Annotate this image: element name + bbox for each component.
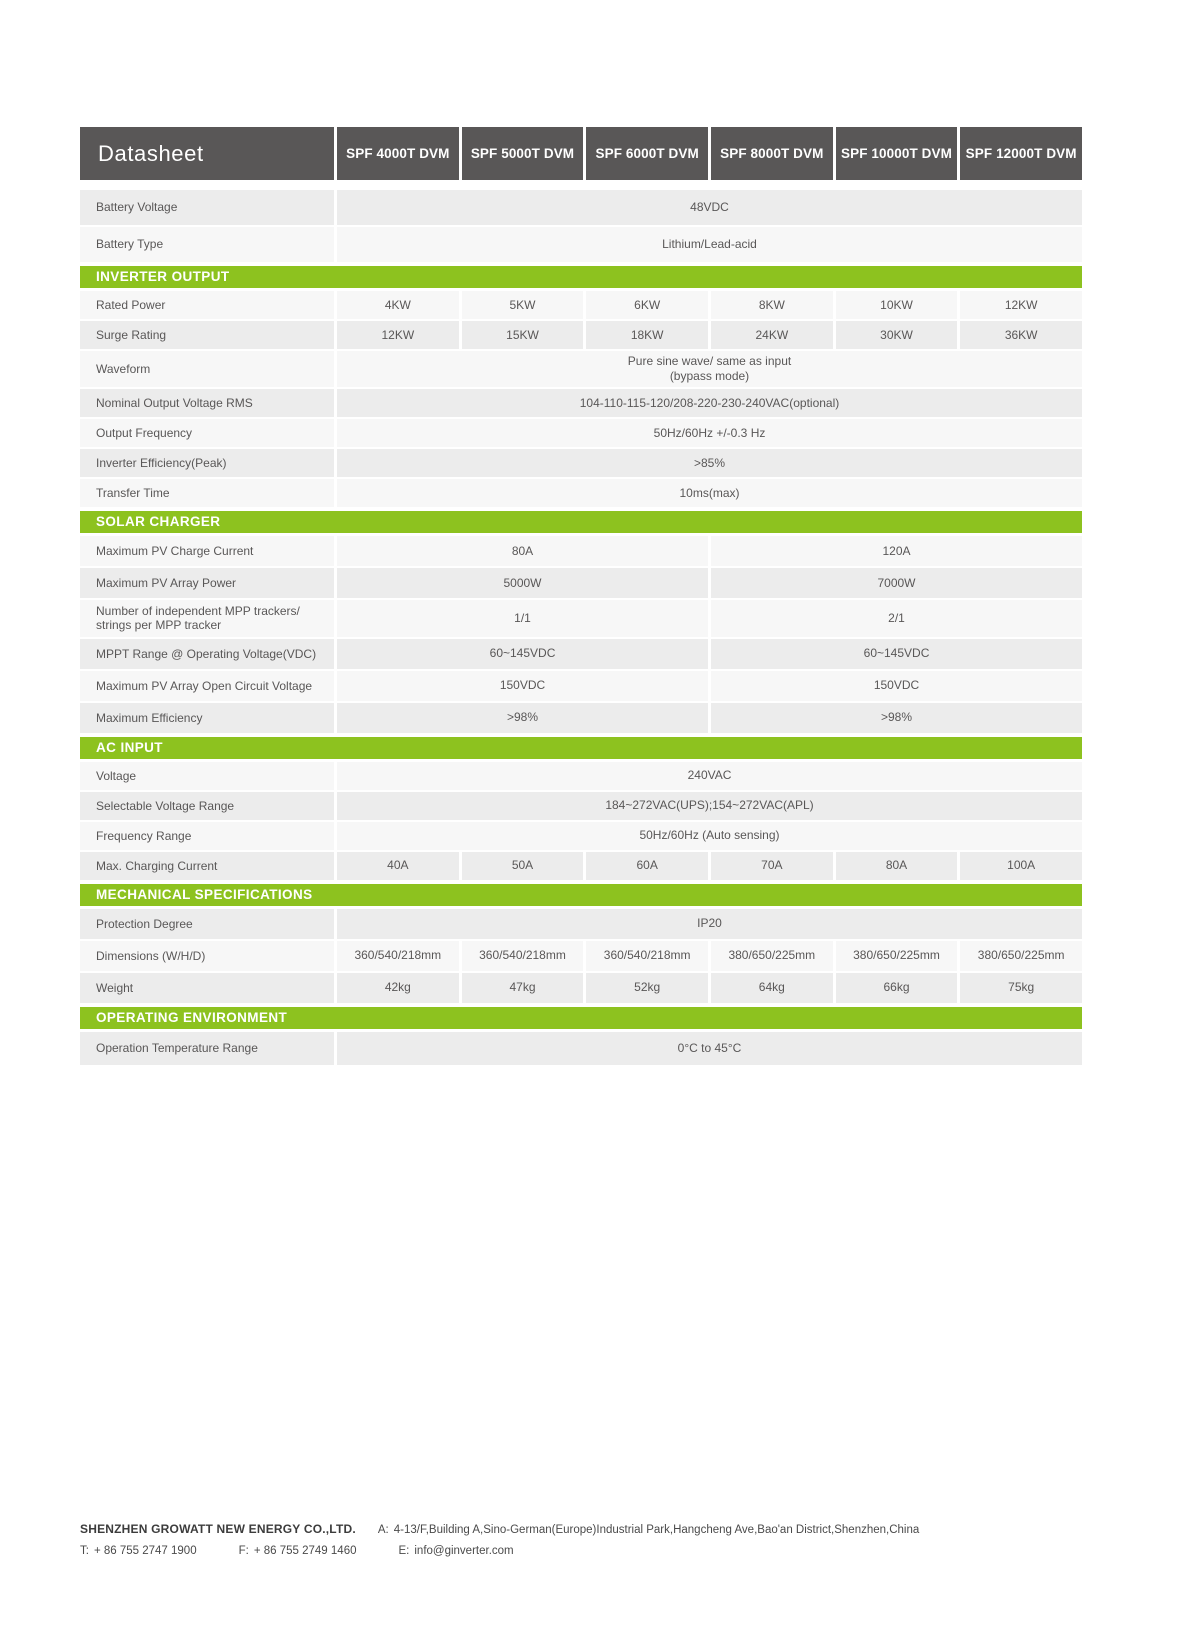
row-value: 80A — [337, 536, 708, 566]
row-label: Max. Charging Current — [80, 852, 334, 880]
table-row — [80, 321, 1082, 349]
row-value: 7000W — [711, 568, 1082, 598]
page-title: Datasheet — [80, 127, 334, 180]
row-value: 380/650/225mm — [960, 941, 1082, 971]
row-value: 184~272VAC(UPS);154~272VAC(APL) — [337, 792, 1082, 820]
row-value: 42kg — [337, 973, 459, 1003]
fax — [239, 1544, 357, 1559]
row-label: Surge Rating — [80, 321, 334, 349]
section-header-operating-environment: OPERATING ENVIRONMENT — [80, 1007, 1082, 1029]
row-label: Battery Type — [80, 227, 334, 262]
row-label: Output Frequency — [80, 419, 334, 447]
table-row — [80, 792, 1082, 820]
table-row — [80, 822, 1082, 850]
table-row — [80, 909, 1082, 939]
email-address: info@ginverter.com — [414, 1544, 514, 1557]
model-header-spf-12000t: SPF 12000T DVM — [960, 127, 1082, 180]
table-row — [80, 479, 1082, 507]
table-row — [80, 941, 1082, 971]
model-header-spf-5000t: SPF 5000T DVM — [462, 127, 584, 180]
row-value: 240VAC — [337, 762, 1082, 790]
row-label: Maximum PV Array Power — [80, 568, 334, 598]
row-value: 60A — [586, 852, 708, 880]
row-label: Operation Temperature Range — [80, 1032, 334, 1065]
row-value: 64kg — [711, 973, 833, 1003]
row-value: 0°C to 45°C — [337, 1032, 1082, 1065]
row-value: Pure sine wave/ same as input (bypass mode) — [337, 351, 1082, 387]
row-label: Weight — [80, 973, 334, 1003]
fax-label: F: — [238, 1544, 249, 1557]
row-value: 47kg — [462, 973, 584, 1003]
row-value: 10KW — [836, 291, 958, 319]
section-header-ac-input: AC INPUT — [80, 737, 1082, 759]
row-value: 66kg — [836, 973, 958, 1003]
row-value: 24KW — [711, 321, 833, 349]
row-value: 36KW — [960, 321, 1082, 349]
table-row — [80, 190, 1082, 225]
row-label: Protection Degree — [80, 909, 334, 939]
address-label: A: — [377, 1524, 389, 1536]
row-value: 380/650/225mm — [711, 941, 833, 971]
telephone — [80, 1544, 197, 1559]
row-label: Voltage — [80, 762, 334, 790]
row-value: 6KW — [586, 291, 708, 319]
email — [399, 1544, 514, 1559]
table-row — [80, 227, 1082, 262]
row-label: Dimensions (W/H/D) — [80, 941, 334, 971]
row-value: 60~145VDC — [337, 639, 708, 669]
table-row — [80, 449, 1082, 477]
table-row — [80, 762, 1082, 790]
table-row — [80, 703, 1082, 733]
row-value: >98% — [337, 703, 708, 733]
row-value: 10ms(max) — [337, 479, 1082, 507]
row-value: >85% — [337, 449, 1082, 477]
table-row — [80, 973, 1082, 1003]
row-value: 50Hz/60Hz +/-0.3 Hz — [337, 419, 1082, 447]
fax-number: + 86 755 2749 1460 — [253, 1544, 357, 1557]
company-address: 4-13/F,Building A,Sino-German(Europe)Industrial Park,Hangcheng Ave,Bao'an District,Shenzhen,China — [393, 1524, 920, 1536]
row-value: 360/540/218mm — [337, 941, 459, 971]
row-value: 380/650/225mm — [836, 941, 958, 971]
row-value: 12KW — [337, 321, 459, 349]
row-value: 150VDC — [711, 671, 1082, 701]
row-value: 50A — [462, 852, 584, 880]
table-row — [80, 852, 1082, 880]
footer-line-company-address — [80, 1522, 1160, 1538]
model-header-spf-8000t: SPF 8000T DVM — [711, 127, 833, 180]
model-header-spf-4000t: SPF 4000T DVM — [337, 127, 459, 180]
row-value: 60~145VDC — [711, 639, 1082, 669]
table-row — [80, 671, 1082, 701]
section-header-inverter-output: INVERTER OUTPUT — [80, 266, 1082, 288]
row-label: Maximum PV Array Open Circuit Voltage — [80, 671, 334, 701]
row-value: 40A — [337, 852, 459, 880]
row-value: 120A — [711, 536, 1082, 566]
row-label: Maximum Efficiency — [80, 703, 334, 733]
model-header-spf-10000t: SPF 10000T DVM — [836, 127, 958, 180]
row-value: 15KW — [462, 321, 584, 349]
row-label: Number of independent MPP trackers/ strings per MPP tracker — [80, 600, 334, 637]
row-value: Lithium/Lead-acid — [337, 227, 1082, 262]
row-value: 30KW — [836, 321, 958, 349]
row-label: Waveform — [80, 351, 334, 387]
row-value: 100A — [960, 852, 1082, 880]
row-value: 2/1 — [711, 600, 1082, 637]
row-label: Nominal Output Voltage RMS — [80, 389, 334, 417]
table-row — [80, 600, 1082, 637]
company-name: SHENZHEN GROWATT NEW ENERGY CO.,LTD. — [80, 1522, 356, 1536]
email-label: E: — [398, 1544, 410, 1557]
table-row — [80, 389, 1082, 417]
row-value: 52kg — [586, 973, 708, 1003]
row-value: IP20 — [337, 909, 1082, 939]
table-header-row — [80, 127, 1082, 180]
row-value: 70A — [711, 852, 833, 880]
row-value: 80A — [836, 852, 958, 880]
row-label: Frequency Range — [80, 822, 334, 850]
row-value: 48VDC — [337, 190, 1082, 225]
table-row — [80, 291, 1082, 319]
footer — [80, 1522, 1160, 1559]
table-row — [80, 639, 1082, 669]
row-value: 104-110-115-120/208-220-230-240VAC(optional) — [337, 389, 1082, 417]
row-value: 150VDC — [337, 671, 708, 701]
row-label: Inverter Efficiency(Peak) — [80, 449, 334, 477]
row-label: Transfer Time — [80, 479, 334, 507]
row-label: Rated Power — [80, 291, 334, 319]
row-value: 360/540/218mm — [462, 941, 584, 971]
row-value: >98% — [711, 703, 1082, 733]
row-value: 1/1 — [337, 600, 708, 637]
spec-table — [80, 127, 1082, 1067]
table-row — [80, 351, 1082, 387]
row-value: 5KW — [462, 291, 584, 319]
row-label: Selectable Voltage Range — [80, 792, 334, 820]
row-value: 4KW — [337, 291, 459, 319]
row-label: MPPT Range @ Operating Voltage(VDC) — [80, 639, 334, 669]
row-label: Maximum PV Charge Current — [80, 536, 334, 566]
row-value: 12KW — [960, 291, 1082, 319]
telephone-label: T: — [80, 1544, 89, 1557]
telephone-number: + 86 755 2747 1900 — [93, 1544, 197, 1557]
row-value: 8KW — [711, 291, 833, 319]
row-value: 75kg — [960, 973, 1082, 1003]
section-header-solar-charger: SOLAR CHARGER — [80, 511, 1082, 533]
row-value: 360/540/218mm — [586, 941, 708, 971]
footer-line-contacts — [80, 1544, 1160, 1559]
table-row — [80, 1032, 1082, 1065]
section-header-mechanical-specifications: MECHANICAL SPECIFICATIONS — [80, 884, 1082, 906]
row-value: 5000W — [337, 568, 708, 598]
table-row — [80, 536, 1082, 566]
table-body — [80, 190, 1082, 1065]
row-value: 18KW — [586, 321, 708, 349]
row-value: 50Hz/60Hz (Auto sensing) — [337, 822, 1082, 850]
table-row — [80, 568, 1082, 598]
row-label: Battery Voltage — [80, 190, 334, 225]
model-header-spf-6000t: SPF 6000T DVM — [586, 127, 708, 180]
table-row — [80, 419, 1082, 447]
